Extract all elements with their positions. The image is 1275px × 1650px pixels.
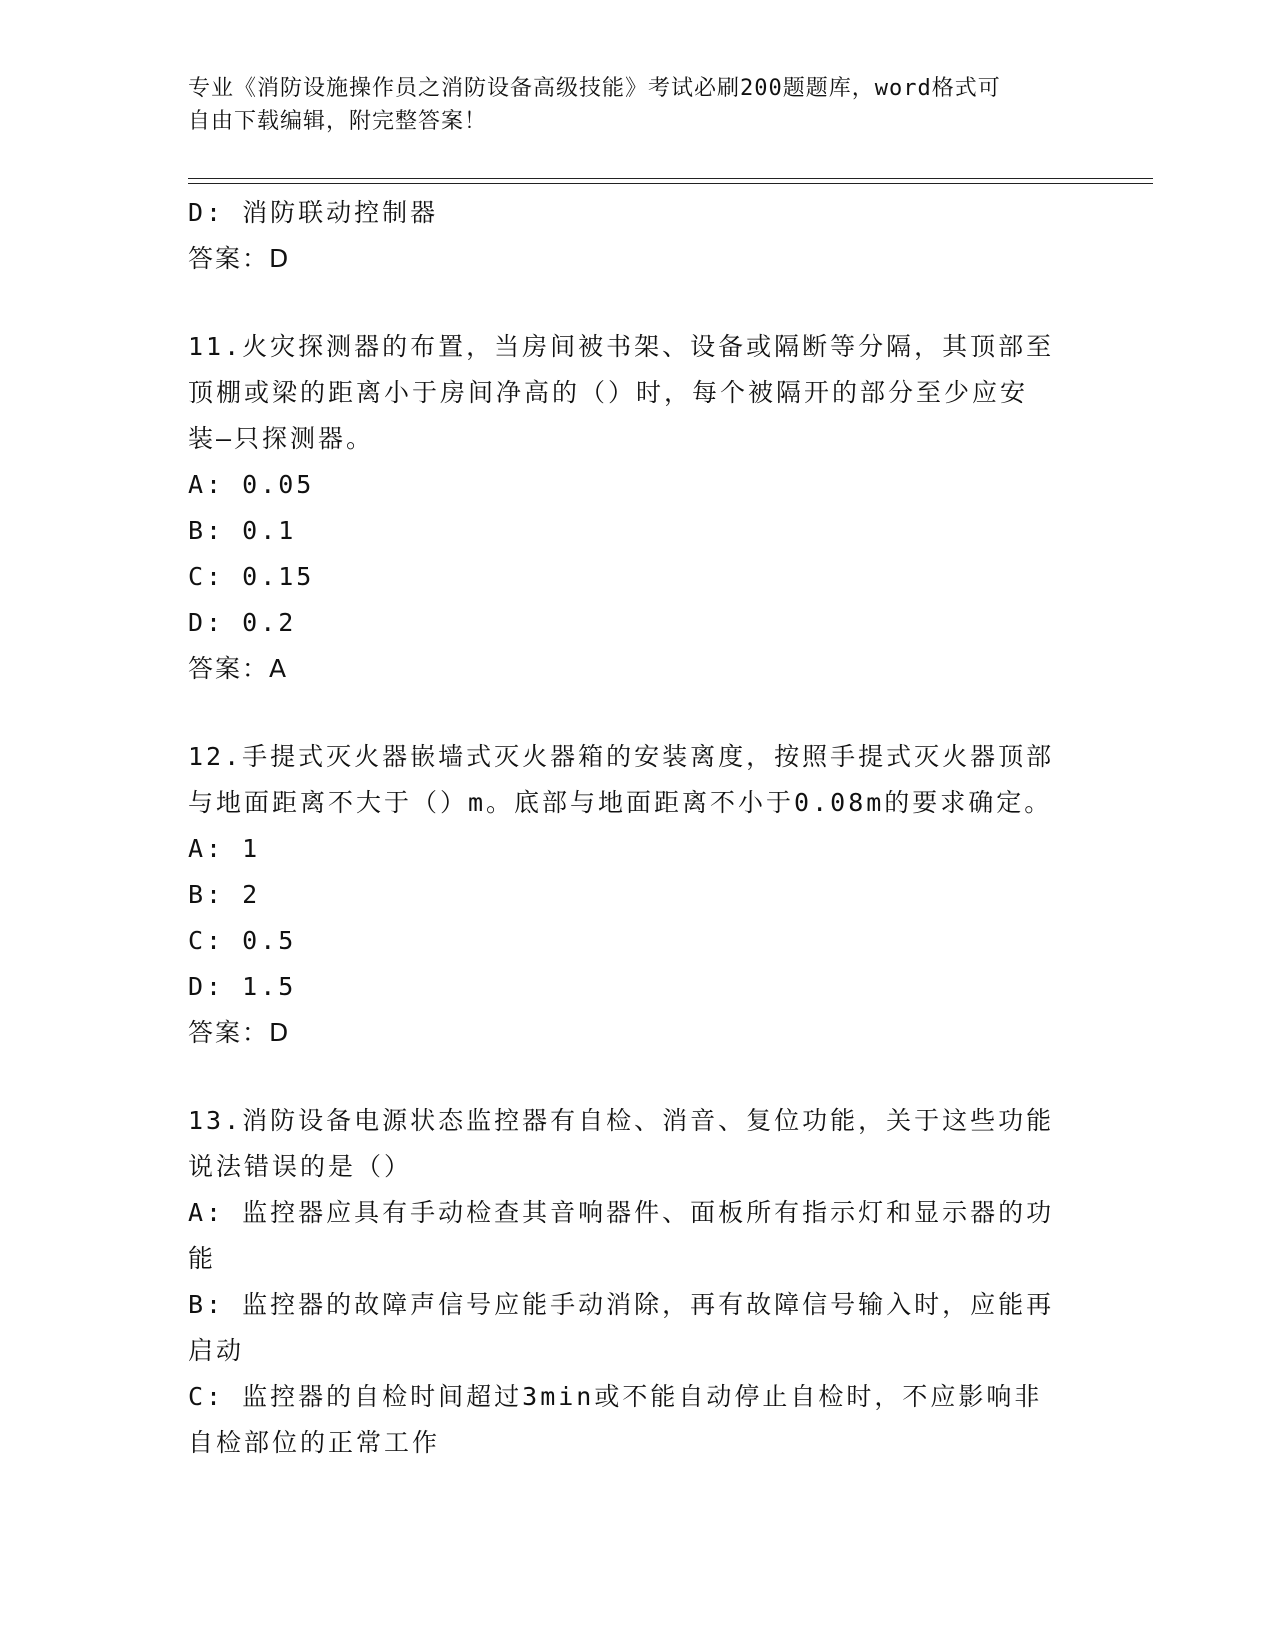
option-a: A: 0.05 xyxy=(188,470,315,499)
answer-label: 答案：D xyxy=(188,1018,291,1047)
option-d: D: 0.2 xyxy=(188,608,297,637)
option-a: A: 1 xyxy=(188,834,261,863)
question-stem-line: 12.手提式灭火器嵌墙式灭火器箱的安装离度，按照手提式灭火器顶部 xyxy=(188,742,1055,771)
question-stem-line: 说法错误的是（） xyxy=(188,1152,413,1181)
question-12 xyxy=(188,734,1088,1056)
question-stem-line: 顶棚或梁的距离小于房间净高的（）时，每个被隔开的部分至少应安 xyxy=(188,378,1029,407)
option-a-continued: 能 xyxy=(188,1244,217,1273)
answer-label: 答案：D xyxy=(188,244,291,273)
option-b: B: 0.1 xyxy=(188,516,297,545)
option-c: C: 0.5 xyxy=(188,926,297,955)
document-body xyxy=(188,190,1088,1466)
question-stem-line: 与地面距离不大于（）m。底部与地面距离不小于0.08m的要求确定。 xyxy=(188,788,1053,817)
option-c: C: 0.15 xyxy=(188,562,315,591)
question-10-tail xyxy=(188,190,1088,282)
question-stem-line: 装—只探测器。 xyxy=(188,424,375,453)
question-stem-line: 13.消防设备电源状态监控器有自检、消音、复位功能，关于这些功能 xyxy=(188,1106,1055,1135)
document-header xyxy=(188,72,1068,138)
option-d: D: 1.5 xyxy=(188,972,297,1001)
question-11 xyxy=(188,324,1088,692)
header-divider-bottom xyxy=(188,183,1153,184)
header-divider-top xyxy=(188,178,1153,179)
option-d: D: 消防联动控制器 xyxy=(188,198,439,227)
question-13 xyxy=(188,1098,1088,1466)
header-line-2: 自由下载编辑，附完整答案！ xyxy=(188,109,488,134)
option-a: A: 监控器应具有手动检查其音响器件、面板所有指示灯和显示器的功 xyxy=(188,1198,1055,1227)
option-c: C: 监控器的自检时间超过3min或不能自动停止自检时，不应影响非 xyxy=(188,1382,1043,1411)
option-c-continued: 自检部位的正常工作 xyxy=(188,1428,441,1457)
header-line-1: 专业《消防设施操作员之消防设备高级技能》考试必刷200题题库，word格式可 xyxy=(188,76,1001,101)
option-b-continued: 启动 xyxy=(188,1336,245,1365)
option-b: B: 2 xyxy=(188,880,261,909)
question-stem-line: 11.火灾探测器的布置，当房间被书架、设备或隔断等分隔，其顶部至 xyxy=(188,332,1055,361)
option-b: B: 监控器的故障声信号应能手动消除，再有故障信号输入时，应能再 xyxy=(188,1290,1055,1319)
answer-label: 答案：A xyxy=(188,654,289,683)
